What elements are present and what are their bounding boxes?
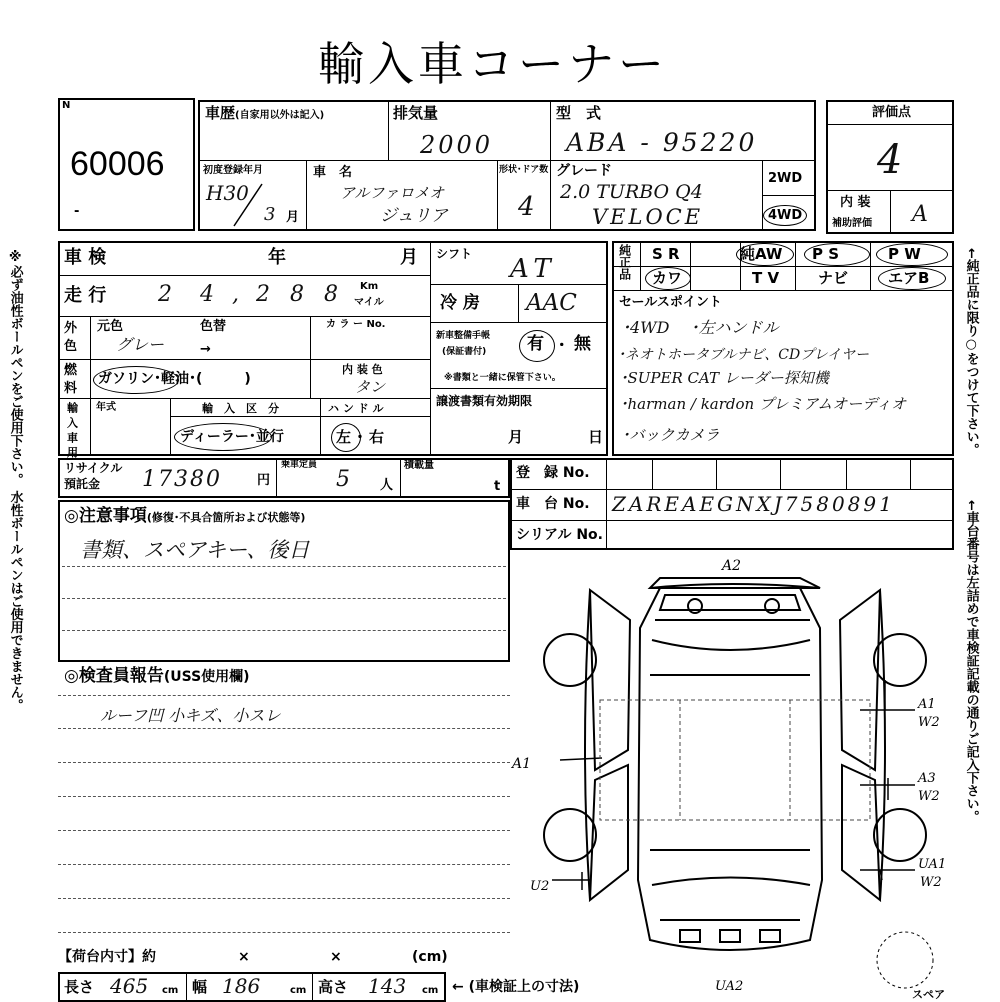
sales-line-5: ･バックカメラ bbox=[622, 426, 720, 444]
first-reg-slash bbox=[226, 180, 268, 230]
capacity-unit: 人 bbox=[380, 478, 394, 493]
import-class-label: 輸 入 区 分 bbox=[202, 402, 279, 415]
genuine-pw: P W bbox=[888, 245, 921, 263]
deadline-day: 日 bbox=[588, 428, 604, 446]
color-code-label: カ ラ ー No. bbox=[326, 319, 386, 330]
ac-value: AAC bbox=[526, 290, 577, 316]
doors-label: 形状･ドア数 bbox=[499, 165, 549, 175]
recycle-label-1: リサイクル bbox=[64, 461, 123, 475]
grade-line1: 2.0 TURBO Q4 bbox=[560, 181, 703, 203]
drive-2wd: 2WD bbox=[768, 171, 803, 186]
sales-line-3: ･SUPER CAT レーダー探知機 bbox=[620, 369, 829, 387]
manual-note: ※書類と一緒に保管下さい。 bbox=[444, 373, 561, 383]
displacement-label: 排気量 bbox=[393, 104, 439, 122]
diagram-spare: スペア bbox=[912, 988, 945, 1000]
import-class-value: ディーラー･並行 bbox=[180, 429, 284, 445]
diagram-ua1-right: UA1 bbox=[918, 857, 947, 872]
cargo-x1: × bbox=[238, 949, 250, 965]
genuine-leather: カワ bbox=[652, 269, 683, 287]
dims-note: ← (車検証上の寸法) bbox=[452, 979, 580, 995]
grade-line2: VELOCE bbox=[592, 205, 704, 229]
model-value: ABA - 95220 bbox=[566, 128, 758, 157]
genuine-label: 純正品 bbox=[617, 244, 632, 280]
sales-line-2: ･ネオトホータブルナビ、CDプレイヤー bbox=[618, 347, 869, 363]
manual-yes: 有 bbox=[527, 334, 544, 354]
import-handle-label: ハ ン ド ル bbox=[328, 402, 384, 415]
genuine-navi: ナビ bbox=[818, 269, 849, 287]
serial-label: シリアル No. bbox=[516, 527, 603, 543]
diagram-u2-left: U2 bbox=[530, 879, 550, 894]
first-reg-year: H30 bbox=[206, 181, 249, 205]
doors-value: 4 bbox=[518, 192, 535, 222]
registration-label: 登 録 No. bbox=[516, 465, 590, 481]
mileage-unit-mile: マイル bbox=[354, 297, 384, 308]
genuine-airbag: エアB bbox=[888, 269, 930, 287]
load-unit: t bbox=[494, 479, 501, 494]
sales-line-4: ･harman / kardon プレミアムオーディオ bbox=[620, 395, 907, 413]
diagram-w2-right-3: W2 bbox=[920, 875, 942, 890]
cargo-label: 【荷台内寸】約 bbox=[58, 949, 156, 965]
first-reg-month: 3 bbox=[264, 204, 276, 225]
manual-sub: (保証書付) bbox=[442, 347, 487, 357]
color-orig-label: 元色 bbox=[97, 319, 124, 334]
dims-height-value: 143 bbox=[368, 974, 407, 998]
diagram-a1-left: A1 bbox=[512, 756, 532, 772]
interior-color-label: 内 装 色 bbox=[342, 363, 383, 376]
genuine-aw: 純AW bbox=[740, 245, 783, 263]
fuel-label: 燃 料 bbox=[64, 363, 78, 397]
genuine-tv: T V bbox=[752, 269, 780, 287]
sales-line-1: ･4WD ･左ハンドル bbox=[622, 318, 779, 337]
shift-label: シフト bbox=[436, 247, 473, 261]
side-note-right-bottom: ←車台番号は左詰めで車検証記載の通りご記入下さい。 bbox=[963, 500, 979, 823]
dims-width-label: 幅 bbox=[192, 978, 208, 996]
interior-color-value: タン bbox=[355, 378, 386, 396]
dims-length-value: 465 bbox=[110, 974, 149, 998]
dims-length-cm: cm bbox=[162, 985, 179, 996]
inspection-month-unit: 月 bbox=[400, 247, 418, 268]
dims-height-label: 高さ bbox=[318, 978, 349, 996]
page-title: 輸入車コーナー bbox=[318, 37, 668, 91]
capacity-label: 乗車定員 bbox=[281, 460, 318, 470]
deadline-month: 月 bbox=[508, 428, 524, 446]
ac-label: 冷 房 bbox=[440, 293, 480, 313]
shift-value: AT bbox=[510, 254, 557, 284]
score-interior-value: A bbox=[912, 202, 928, 227]
diagram-w2-right-2: W2 bbox=[918, 789, 940, 804]
score-interior-label: 内 装 bbox=[840, 195, 871, 210]
load-label: 積載量 bbox=[404, 460, 434, 471]
sales-label: セールスポイント bbox=[619, 295, 722, 310]
color-change-label: 色替 bbox=[200, 319, 227, 334]
diagram-a2-top: A2 bbox=[722, 558, 742, 574]
car-name-line1: アルファロメオ bbox=[340, 184, 445, 202]
mileage-label: 走 行 bbox=[64, 285, 107, 306]
dims-length-label: 長さ bbox=[64, 978, 95, 996]
genuine-ps: P S bbox=[812, 245, 840, 263]
side-note-right-top: ←純正品に限り○をつけて下さい。 bbox=[963, 248, 979, 456]
notes-label: ◎注意事項(修復･不具合箇所および状態等) bbox=[64, 506, 306, 526]
dims-height-cm: cm bbox=[422, 985, 439, 996]
side-note-left: ※必ず油性ボールペンをご使用下さい。 水性ボールペンはご使用できません。 bbox=[7, 250, 23, 712]
diagram-a3-right: A3 bbox=[918, 771, 936, 786]
recycle-yen: 円 bbox=[257, 473, 271, 488]
capacity-value: 5 bbox=[336, 467, 350, 492]
import-handle-value: 左 ･ 右 bbox=[336, 428, 384, 446]
car-damage-diagram bbox=[510, 550, 960, 1000]
color-arrow: → bbox=[200, 342, 211, 357]
lot-number: 60006 bbox=[70, 145, 165, 183]
dims-width-cm: cm bbox=[290, 985, 307, 996]
color-outer-label: 外 色 bbox=[64, 321, 78, 355]
first-reg-label: 初度登録年月 bbox=[203, 165, 263, 176]
model-label: 型 式 bbox=[556, 104, 602, 122]
car-name-label: 車 名 bbox=[313, 165, 353, 180]
manual-sep: ･ bbox=[558, 336, 566, 354]
first-reg-month-unit: 月 bbox=[286, 210, 300, 225]
inspection-label: 車 検 bbox=[64, 247, 107, 268]
report-line-1: ルーフ凹 小キズ、小スレ bbox=[100, 706, 281, 725]
cargo-x2: × bbox=[330, 949, 342, 965]
drive-4wd: 4WD bbox=[763, 205, 807, 226]
score-value: 4 bbox=[877, 137, 903, 183]
notes-line-1: 書類、スペアキー、後日 bbox=[80, 538, 310, 562]
import-year-label: 年式 bbox=[96, 402, 116, 413]
diagram-a1-right: A1 bbox=[918, 697, 936, 712]
history-label: 車歴(自家用以外は記入) bbox=[205, 104, 325, 122]
lot-n-label: N bbox=[62, 100, 71, 111]
diagram-w2-right-1: W2 bbox=[918, 715, 940, 730]
deadline-label: 譲渡書類有効期限 bbox=[436, 394, 533, 408]
lot-dash: - bbox=[74, 204, 80, 219]
score-aux-label: 補助評価 bbox=[832, 218, 872, 229]
diagram-ua2-bottom: UA2 bbox=[715, 979, 744, 994]
genuine-sr: S R bbox=[652, 245, 680, 263]
recycle-value: 17380 bbox=[142, 467, 222, 492]
color-value: グレー bbox=[116, 335, 165, 354]
inspection-year-unit: 年 bbox=[268, 247, 286, 268]
cargo-unit: (cm) bbox=[412, 949, 448, 965]
score-label: 評価点 bbox=[872, 105, 912, 120]
mileage-unit-km: Km bbox=[360, 281, 379, 292]
car-name-line2: ジュリア bbox=[380, 206, 448, 226]
import-label: 輸 入 車 用 bbox=[65, 402, 79, 458]
dims-width-value: 186 bbox=[222, 974, 261, 998]
recycle-label-2: 預託金 bbox=[64, 477, 101, 491]
chassis-label: 車 台 No. bbox=[516, 496, 590, 512]
fuel-options: ガソリン･軽油･( ) bbox=[98, 371, 251, 387]
manual-label: 新車整備手帳 bbox=[436, 331, 491, 341]
displacement-value: 2000 bbox=[420, 131, 494, 159]
manual-no: 無 bbox=[574, 334, 591, 354]
chassis-value: ZAREAEGNXJ7580891 bbox=[612, 492, 895, 516]
report-label: ◎検査員報告(USS使用欄) bbox=[64, 666, 250, 686]
grade-label: グレード bbox=[556, 163, 612, 179]
